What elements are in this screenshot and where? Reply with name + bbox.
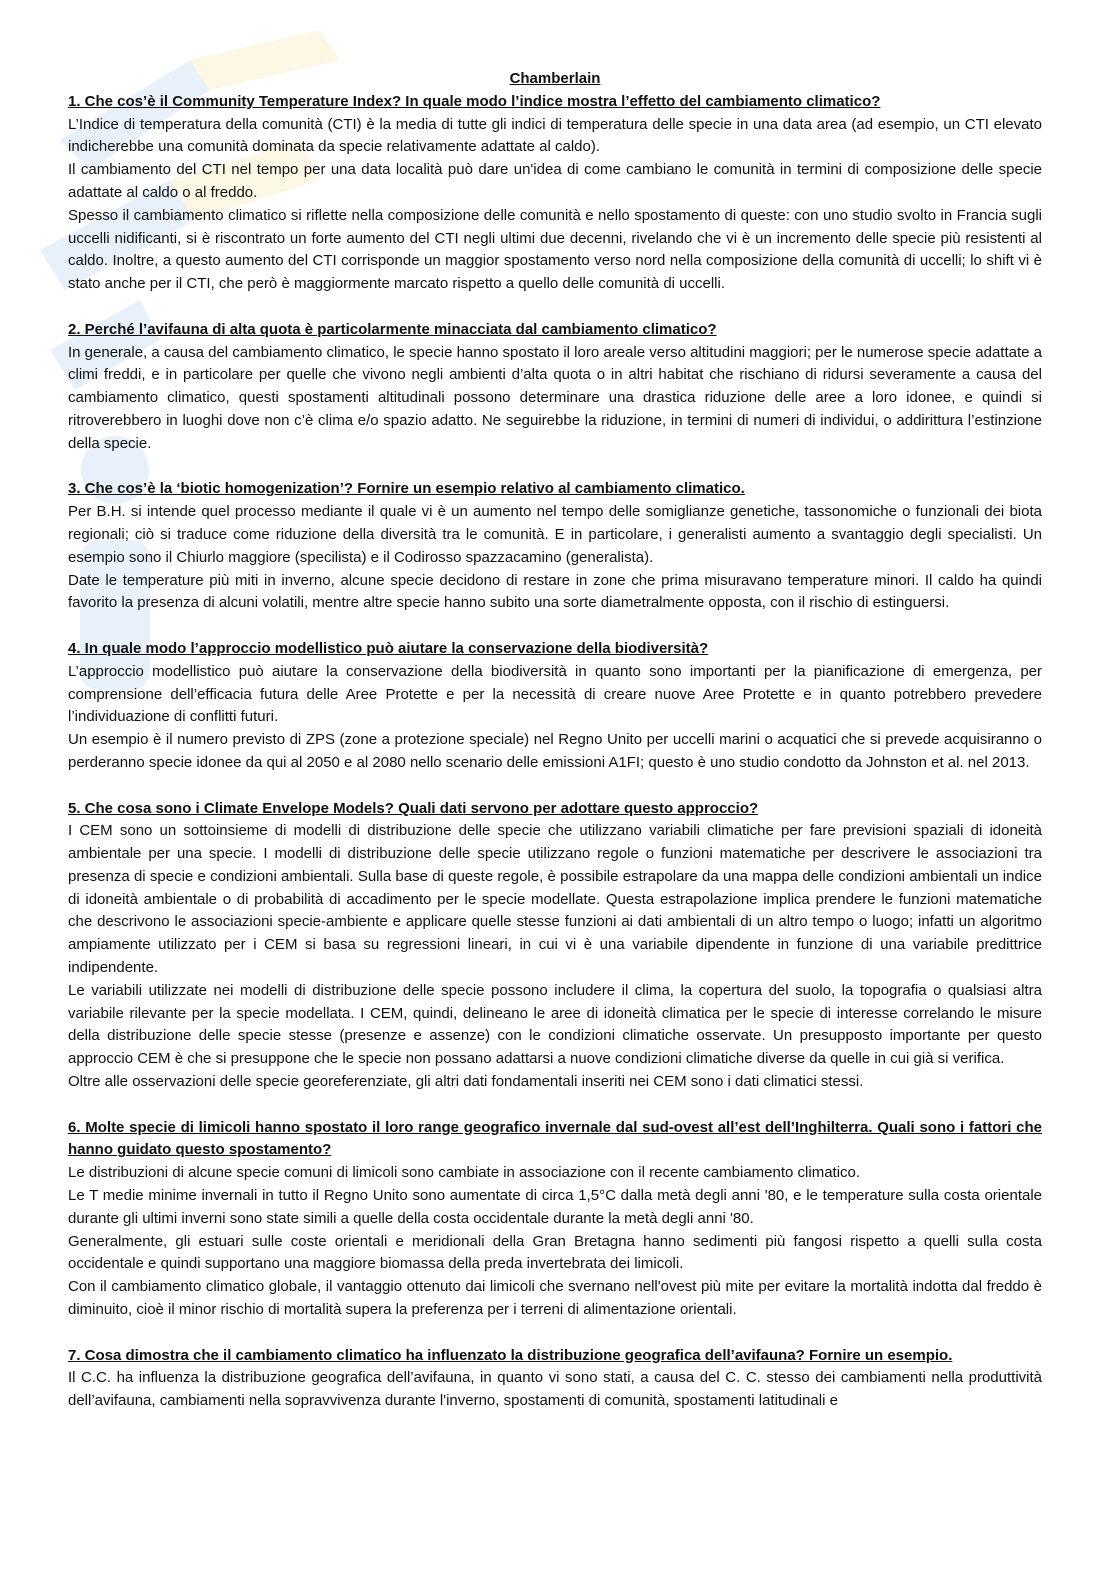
answer-paragraph: Con il cambiamento climatico globale, il vantaggio ottenuto dai limicoli che svernano nell'ovest più mite per evitare la mortalità indotta dal freddo è diminuito, cioè il minor rischio di mortalità supera la preferenza per i terreni di alimentazione orientali. [68, 1278, 1042, 1319]
answer-paragraph: L’Indice di temperatura della comunità (CTI) è la media di tutte gli indici di temperatura delle specie in una data area (ad esempio, un CTI elevato indicherebbe una comunità dominata da specie relativamente adattate al caldo). [68, 115, 1042, 156]
section-6 [68, 1117, 1042, 1322]
question-7: 7. Cosa dimostra che il cambiamento climatico ha influenzato la distribuzione geografica dell’avifauna? Fornire un esempio. [68, 1346, 953, 1364]
question-2: 2. Perché l’avifauna di alta quota è particolarmente minacciata dal cambiamento climatico? [68, 320, 717, 338]
document-title: Chamberlain [509, 70, 601, 87]
question-6: 6. Molte specie di limicoli hanno spostato il loro range geografico invernale dal sud-ovest all’est dell’Inghilterra. Quali sono i fattori che hanno guidato questo spostamento? [68, 1118, 1042, 1159]
answer-paragraph: Per B.H. si intende quel processo mediante il quale vi è un aumento nel tempo delle somiglianze genetiche, tassonomiche o funzionali dei biota regionali; ciò si traduce come riduzione della diversità tra le comunità. E in particolare, i generalisti aumento a svantaggio degli specialisti. Un esempio sono il Chiurlo maggiore (specilista) e il Codirosso spazzacamino (generalista). [68, 503, 1042, 566]
answer-paragraph: Le T medie minime invernali in tutto il Regno Unito sono aumentate di circa 1,5°C dalla metà degli anni '80, e le temperature sulla costa orientale durante gli ultimi inverni sono state simili a quelle della costa occidentale durante la metà degli anni '80. [68, 1187, 1042, 1227]
question-4: 4. In quale modo l’approccio modellistico può aiutare la conservazione della biodiversità? [68, 639, 709, 657]
answer-paragraph: Il C.C. ha influenza la distribuzione geografica dell’avifauna, in quanto vi sono stati, a causa del C. C. stesso dei cambiamenti nella produttività dell’avifauna, cambiamenti nella sopravvivenza durante l'inverno, spostamenti di comunità, spostamenti latitudinali e [68, 1369, 1042, 1410]
answer-paragraph: In generale, a causa del cambiamento climatico, le specie hanno spostato il loro areale verso altitudini maggiori; per le numerose specie adattate a climi freddi, e in particolare per quelle che vivono negli ambienti d’alta quota o in altri habitat che rischiano di ridursi severamente a causa del cambiamento climatico, questi spostamenti altitudinali possono determinare una drastica riduzione delle aree a loro idonee, e quindi si ritroverebbero in luoghi dove non c’è clima e/o spazio adatto. Ne seguirebbe la riduzione, in termini di numeri di individui, o addirittura l’estinzione della specie. [68, 343, 1042, 452]
section-3 [68, 478, 1042, 615]
answer-paragraph: I CEM sono un sottoinsieme di modelli di distribuzione delle specie che utilizzano variabili climatiche per fare previsioni spaziali di idoneità ambientale per una specie. I modelli di distribuzione delle specie utilizzano regole o funzioni matematiche per descrivere le associazioni tra presenza di specie e condizioni ambientali. Sulla base di queste regole, è possibile estrapolare da una mappa delle condizioni ambientali un indice di idoneità ambientale o di probabilità di accadimento per le specie modellate. Questa estrapolazione implica prendere le funzioni matematiche che descrivono le associazioni specie-ambiente e applicare quelle stesse funzioni ai dati ambientali di un altro tempo o luogo; infatti un algoritmo ampiamente utilizzato per i CEM si basa su regressioni lineari, in cui vi è una variabile dipendente in funzione di una variabile predittrice indipendente. [68, 822, 1042, 977]
question-1: 1. Che cos’è il Community Temperature Index? In quale modo l’indice mostra l’effetto del cambiamento climatico? [68, 92, 881, 110]
answer-paragraph: Generalmente, gli estuari sulle coste orientali e meridionali della Gran Bretagna hanno sedimenti più fangosi rispetto a quelli sulla costa occidentale e quindi supportano una maggiore biomassa della preda invertebrata dei limicoli. [68, 1232, 1042, 1273]
answer-paragraph: Oltre alle osservazioni delle specie georeferenziate, gli altri dati fondamentali inseriti nei CEM sono i dati climatici stessi. [68, 1073, 864, 1091]
answer-paragraph: Il cambiamento del CTI nel tempo per una data località può dare un'idea di come cambiano le comunità in termini di composizione delle specie adattate al caldo o al freddo. [68, 161, 1042, 201]
answer-paragraph: Un esempio è il numero previsto di ZPS (zone a protezione speciale) nel Regno Unito per uccelli marini o acquatici che si prevede acquisiranno o perderanno specie idonee da qui al 2050 e al 2080 nello scenario delle emissioni A1FI; questo è uno studio condotto da Johnston et al. nel 2013. [68, 731, 1042, 771]
section-2 [68, 319, 1042, 456]
section-5 [68, 798, 1042, 1094]
answer-paragraph: Le distribuzioni di alcune specie comuni di limicoli sono cambiate in associazione con il recente cambiamento climatico. [68, 1164, 861, 1182]
answer-paragraph: L’approccio modellistico può aiutare la conservazione della biodiversità in quanto sono importanti per la pianificazione di emergenza, per comprensione dell’efficacia futura delle Aree Protette e per la necessità di creare nuove Aree Protette e in quanto potrebbero prevedere l’individuazione di conflitti futuri. [68, 662, 1042, 726]
section-1 [68, 91, 1042, 296]
section-4 [68, 638, 1042, 775]
question-5: 5. Che cosa sono i Climate Envelope Models? Quali dati servono per adottare questo approccio? [68, 799, 759, 817]
section-7 [68, 1345, 1042, 1413]
answer-paragraph: Date le temperature più miti in inverno, alcune specie decidono di restare in zone che prima misuravano temperature minori. Il caldo ha quindi favorito la presenza di alcuni volatili, mentre altre specie hanno subito una sorte diametralmente opposta, con il rischio di estinguersi. [68, 571, 1042, 612]
answer-paragraph: Le variabili utilizzate nei modelli di distribuzione delle specie possono includere il clima, la copertura del suolo, la topografia o qualsiasi altra variabile rilevante per la specie modellata. I CEM, quindi, delineano le aree di idoneità climatica per le specie di interesse correlando le misure della distribuzione delle specie stesse (presenze e assenze) con le condizioni climatiche osservate. Un presupposto importante per questo approccio CEM è che si presuppone che le specie non possano adattarsi a nuove condizioni climatiche diverse da quelle in cui già si verifica. [68, 981, 1042, 1068]
question-3: 3. Che cos’è la ‘biotic homogenization’? Fornire un esempio relativo al cambiamento climatico. [68, 480, 745, 498]
answer-paragraph: Spesso il cambiamento climatico si riflette nella composizione delle comunità e nello spostamento di queste: con uno studio svolto in Francia sugli uccelli nidificanti, si è riscontrato un forte aumento del CTI negli ultimi due decenni, rivelando che vi è un incremento delle specie più resistenti al caldo. Inoltre, a questo aumento del CTI corrisponde un maggior spostamento verso nord nella composizione della comunità di uccelli; lo shift vi è stato anche per il CTI, che però è maggiormente marcato rispetto a quello delle comunità di uccelli. [68, 206, 1042, 293]
